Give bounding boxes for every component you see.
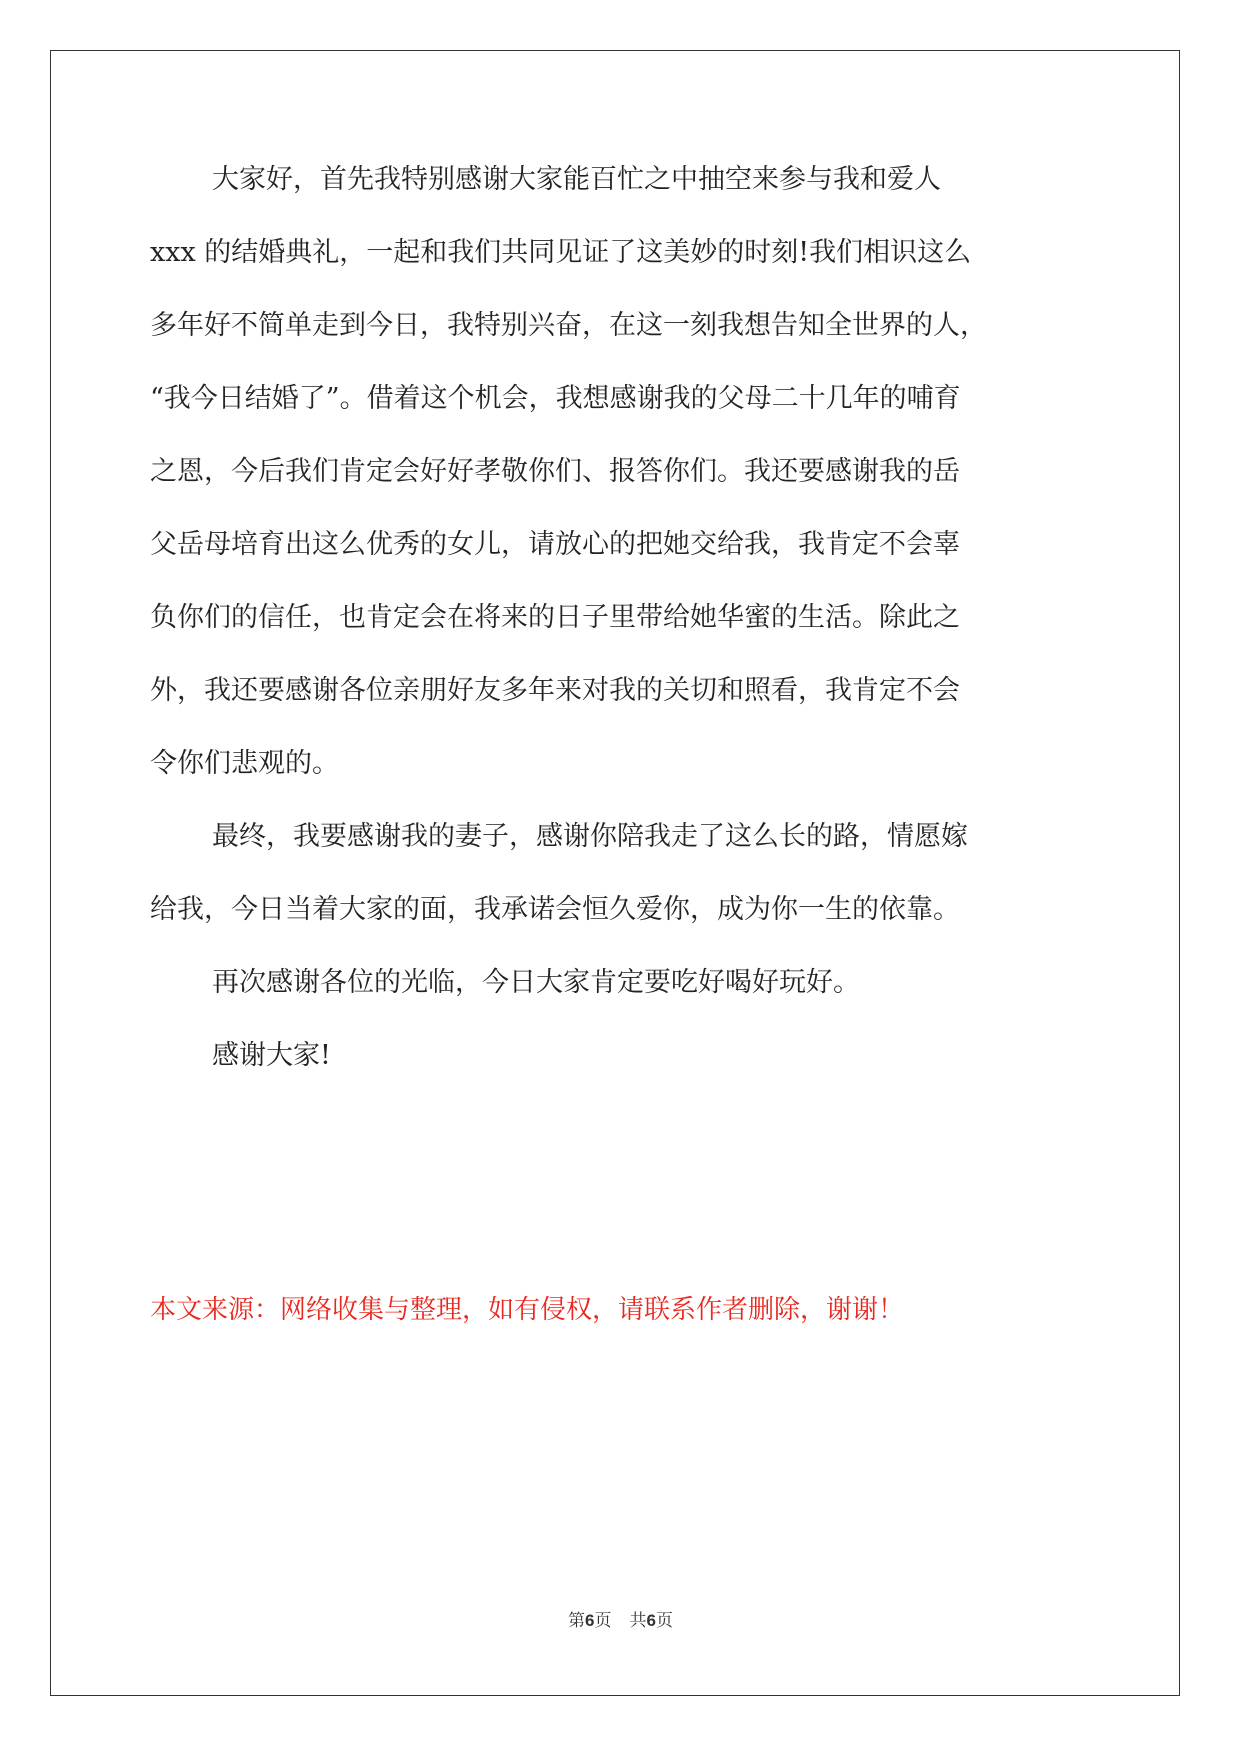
footer-page-prefix: 第 xyxy=(568,1611,586,1631)
source-note: 本文来源：网络收集与整理，如有侵权，请联系作者删除，谢谢！ xyxy=(150,1295,905,1325)
paragraph-1-line-7: 负你们的信任，也肯定会在将来的日子里带给她华蜜的生活。除此之 xyxy=(150,602,960,633)
footer-total-prefix: 共 xyxy=(629,1611,647,1631)
paragraph-1-line-3: 多年好不简单走到今日，我特别兴奋，在这一刻我想告知全世界的人， xyxy=(150,310,987,341)
paragraph-1-line-4: “我今日结婚了”。借着这个机会，我想感谢我的父母二十几年的哺育 xyxy=(150,383,961,414)
footer-total-unit: 页 xyxy=(655,1611,673,1631)
footer-page-number: 6 xyxy=(585,1611,595,1630)
paragraph-2-line-1: 最终，我要感谢我的妻子，感谢你陪我走了这么长的路，情愿嫁 xyxy=(212,821,968,852)
page-footer xyxy=(0,1606,1241,1631)
paragraph-1-line-6: 父岳母培育出这么优秀的女儿，请放心的把她交给我，我肯定不会辜 xyxy=(150,529,960,560)
paragraph-1-line-2: xxx 的结婚典礼，一起和我们共同见证了这美妙的时刻!我们相识这么 xyxy=(150,237,972,268)
footer-page-unit: 页 xyxy=(594,1611,612,1631)
footer-total-pages: 6 xyxy=(646,1611,656,1630)
paragraph-1-line-9: 令你们悲观的。 xyxy=(150,748,339,779)
paragraph-3-line-1: 再次感谢各位的光临，今日大家肯定要吃好喝好玩好。 xyxy=(212,967,860,998)
paragraph-1-line-8: 外，我还要感谢各位亲朋好友多年来对我的关切和照看，我肯定不会 xyxy=(150,675,960,706)
paragraph-2-line-2: 给我，今日当着大家的面，我承诺会恒久爱你，成为你一生的依靠。 xyxy=(150,894,960,925)
paragraph-1-line-1: 大家好，首先我特别感谢大家能百忙之中抽空来参与我和爱人 xyxy=(212,164,941,195)
page-frame xyxy=(50,50,1180,1696)
paragraph-4-line-1: 感谢大家! xyxy=(212,1040,331,1071)
paragraph-1-line-5: 之恩，今后我们肯定会好好孝敬你们、报答你们。我还要感谢我的岳 xyxy=(150,456,960,487)
